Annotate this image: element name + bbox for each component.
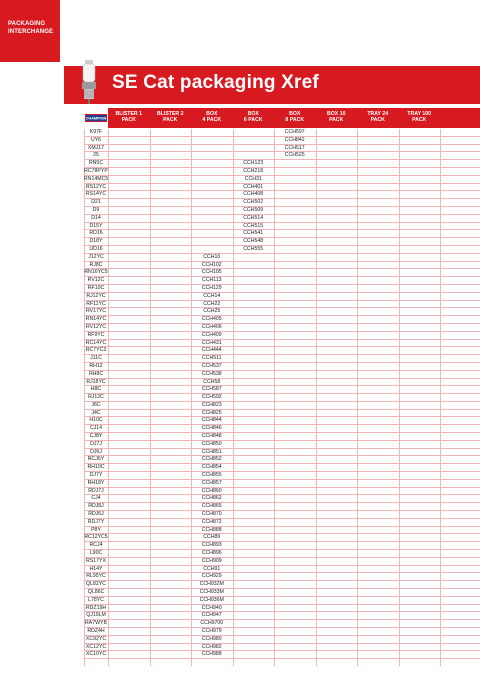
table-row — [84, 589, 480, 597]
table-row — [84, 402, 480, 410]
table-row — [84, 644, 480, 652]
table-row — [84, 191, 480, 199]
part-number: L78YC — [88, 596, 104, 603]
table-row — [84, 207, 480, 215]
table-row — [84, 456, 480, 464]
column-header-line2: PACK — [163, 117, 178, 123]
part-number: RJ18YC — [86, 378, 106, 385]
package-code: CCH988 — [201, 651, 222, 658]
column-header-line2: 6 PACK — [243, 117, 263, 123]
package-code: CCH514 — [243, 214, 264, 221]
package-code: CCH409 — [201, 331, 222, 338]
table-row — [84, 449, 480, 457]
package-code: CCH860 — [201, 487, 222, 494]
part-number: RDJ8J — [88, 503, 104, 510]
package-code: CCH844 — [201, 417, 222, 424]
package-code: CCH10 — [203, 253, 221, 260]
package-code: CCH58 — [203, 378, 221, 385]
part-number: RS14YC — [85, 191, 107, 198]
part-number: J12YC — [88, 253, 104, 260]
column-header — [357, 111, 399, 123]
table-row — [84, 316, 480, 324]
table-header — [108, 108, 480, 128]
column-header — [399, 111, 441, 123]
table-row — [84, 620, 480, 628]
table-row — [84, 215, 480, 223]
table-row — [84, 581, 480, 589]
part-number: J4C — [91, 409, 101, 416]
table-row — [84, 410, 480, 418]
package-code: CCH980 — [201, 635, 222, 642]
table-row — [84, 355, 480, 363]
package-code: CCH113 — [201, 277, 222, 284]
package-code: CCH9700 — [200, 620, 224, 627]
section-tab — [0, 0, 60, 62]
package-code: CCH888 — [201, 526, 222, 533]
package-code: CCH405 — [201, 316, 222, 323]
table-row — [84, 347, 480, 355]
package-code: CCH857 — [201, 479, 222, 486]
package-code: CCH896 — [201, 550, 222, 557]
part-number: RC12YC5 — [84, 534, 108, 541]
package-code: CCH936M — [199, 596, 224, 603]
part-number: RH10C — [87, 464, 105, 471]
package-code: CCH865 — [201, 503, 222, 510]
table-row — [84, 651, 480, 659]
package-code: CCH851 — [201, 448, 222, 455]
table-row — [84, 612, 480, 620]
table-row — [84, 519, 480, 527]
table-row — [84, 152, 480, 160]
title-banner — [64, 66, 480, 104]
package-code: CCH848 — [201, 433, 222, 440]
part-number: XC12YC — [85, 643, 107, 650]
part-number: CJ4 — [91, 495, 101, 502]
package-code: CCH406 — [201, 323, 222, 330]
package-code: CCH862 — [201, 495, 222, 502]
part-number: RA7WYB — [85, 620, 107, 627]
table-row — [84, 550, 480, 558]
table-row — [84, 160, 480, 168]
column-header-line1: BOX 10 — [327, 111, 346, 117]
part-number: RC14YC — [85, 339, 107, 346]
part-number: XC10YC — [85, 651, 107, 658]
part-number: RS12YC — [85, 183, 107, 190]
part-number: RH12 — [89, 362, 103, 369]
package-code: CCH408 — [243, 191, 264, 198]
package-code: CCH870 — [201, 511, 222, 518]
table-row — [84, 488, 480, 496]
part-number: RC7YC3 — [85, 347, 107, 354]
part-number: RN16YC5 — [84, 269, 108, 276]
part-number: RL95YC — [86, 573, 106, 580]
package-code: CCH855 — [201, 472, 222, 479]
package-code: CCH105 — [201, 269, 222, 276]
table-row — [84, 129, 480, 137]
part-number: D14 — [91, 214, 101, 221]
column-header-line1: BOX — [289, 111, 301, 117]
champion-logo — [85, 114, 107, 122]
spark-plug-icon — [74, 60, 104, 110]
package-code: CCH502 — [243, 199, 264, 206]
column-header-line1: TRAY 24 — [367, 111, 389, 117]
column-header-line2: PACK — [370, 117, 385, 123]
column-header-line1: BOX — [247, 111, 259, 117]
part-number: RV17YC — [85, 308, 107, 315]
table-row — [84, 464, 480, 472]
package-code: CCH509 — [243, 206, 264, 213]
column-header-line1: BOX — [206, 111, 218, 117]
package-code: CCH842 — [284, 136, 305, 143]
part-number: RDZ4H — [87, 628, 105, 634]
svg-text:CHAMPION: CHAMPION — [85, 116, 107, 121]
part-number: XC92YC — [85, 635, 107, 642]
column-header — [274, 111, 316, 123]
package-code: CCH22 — [203, 300, 221, 307]
package-code: CCH587 — [201, 386, 222, 393]
table-row — [84, 425, 480, 433]
table-row — [84, 472, 480, 480]
part-number: RCJ6Y — [87, 456, 105, 463]
package-code: CCH91 — [203, 565, 221, 572]
table-row — [84, 277, 480, 285]
package-code: CCH850 — [201, 440, 222, 447]
table-row — [84, 433, 480, 441]
part-number: H10C — [89, 417, 103, 424]
table-row — [84, 527, 480, 535]
part-number: RDZ19H — [85, 604, 107, 611]
package-code: CCH979 — [201, 628, 222, 634]
package-code: CCH538 — [201, 370, 222, 377]
package-code: CCH537 — [201, 362, 222, 369]
part-number: RDJ6J — [88, 511, 104, 518]
part-number: H8C — [90, 386, 102, 393]
part-number: RH18Y — [87, 479, 105, 486]
package-code: CCH933M — [199, 589, 224, 596]
part-number: RDJ7J — [88, 487, 104, 494]
brand-logo-cell — [84, 108, 108, 128]
part-number: 25 — [93, 152, 99, 159]
package-code: CCH89 — [203, 534, 221, 541]
table-row — [84, 269, 480, 277]
table-row — [84, 145, 480, 153]
section-tab-line1: PACKAGING — [8, 21, 46, 27]
table-row — [84, 542, 480, 550]
package-code: CCH854 — [201, 464, 222, 471]
table-row — [84, 371, 480, 379]
section-tab-line2: INTERCHANGE — [8, 29, 54, 35]
part-number: D9 — [92, 206, 100, 213]
part-number: RN5C — [88, 160, 104, 167]
table-row — [84, 254, 480, 262]
column-header-line2: 8 PACK — [285, 117, 305, 123]
table-row — [84, 324, 480, 332]
part-number: RV12C — [87, 277, 105, 284]
part-number: QJ19LM — [86, 612, 106, 619]
table-row — [84, 636, 480, 644]
part-number: D15Y — [89, 222, 103, 229]
column-header — [316, 111, 358, 123]
package-code: CCH25 — [203, 308, 221, 315]
column-header-line1: BLISTER 2 — [156, 111, 184, 117]
part-number: XMJ17 — [87, 144, 105, 151]
table-row — [84, 628, 480, 636]
package-code: CCH846 — [201, 425, 222, 432]
part-number: UD16 — [89, 245, 103, 252]
table-row — [84, 223, 480, 231]
table-row — [84, 137, 480, 145]
table-row — [84, 511, 480, 519]
xref-table-body — [84, 129, 480, 659]
package-code: CCH982 — [201, 643, 222, 650]
part-number: DJ7J — [90, 440, 102, 447]
table-row — [84, 246, 480, 254]
part-number: RJ12C — [88, 394, 104, 401]
package-code: CCH872 — [201, 518, 222, 525]
package-code: CCH515 — [243, 222, 264, 229]
package-code: CCH517 — [284, 144, 305, 151]
column-header-line1: BLISTER 1 — [115, 111, 143, 117]
table-row — [84, 379, 480, 387]
part-number: J11C — [90, 355, 102, 362]
package-code: CCH31 — [244, 175, 262, 182]
part-number: RF11YC — [86, 300, 106, 307]
table-row — [84, 480, 480, 488]
part-number: K97F — [89, 129, 103, 135]
part-number: J6C — [91, 401, 101, 408]
table-row — [84, 238, 480, 246]
part-number: QL86C — [87, 589, 105, 596]
table-row — [84, 394, 480, 402]
part-number: RN14YC — [85, 316, 107, 323]
column-header-line2: PACK — [121, 117, 136, 123]
table-row — [84, 301, 480, 309]
package-code: CCH909 — [201, 557, 222, 564]
table-row — [84, 417, 480, 425]
table-row — [84, 262, 480, 270]
table-row — [84, 534, 480, 542]
column-header — [108, 111, 150, 123]
part-number: CJ8Y — [89, 433, 103, 440]
table-row — [84, 332, 480, 340]
column-header — [150, 111, 192, 123]
package-code: CCH893 — [201, 542, 222, 549]
part-number: RJ8C — [89, 261, 103, 268]
part-number: RD16 — [89, 230, 103, 237]
part-number: L90C — [89, 550, 103, 557]
package-code: CCH555 — [243, 245, 264, 252]
package-code: CCH129 — [201, 284, 222, 291]
column-header — [191, 111, 233, 123]
table-row — [84, 495, 480, 503]
table-row — [84, 308, 480, 316]
table-row — [84, 503, 480, 511]
table-row — [84, 441, 480, 449]
package-code: CCH14 — [203, 292, 221, 299]
package-code: CCH929 — [201, 573, 222, 580]
table-row — [84, 558, 480, 566]
table-row — [84, 566, 480, 574]
part-number: DJ7Y — [89, 472, 103, 479]
package-code: CCH541 — [243, 230, 264, 237]
part-number: RS17YX — [86, 557, 106, 564]
part-number: RC78PYP — [84, 167, 108, 174]
part-number: RH8C — [88, 370, 104, 377]
package-code: CCH401 — [243, 183, 264, 190]
column-header-line1: TRAY 100 — [407, 111, 432, 117]
table-row — [84, 285, 480, 293]
package-code: CCH218 — [243, 167, 264, 174]
table-row — [84, 605, 480, 613]
package-code: CCH823 — [201, 401, 222, 408]
table-row — [84, 573, 480, 581]
package-code: CCH525 — [284, 152, 305, 159]
table-row — [84, 184, 480, 192]
package-code: CCH940 — [201, 604, 222, 611]
package-code: CCH592 — [201, 394, 222, 401]
table-row — [84, 293, 480, 301]
table-row — [84, 363, 480, 371]
package-code: CCH123 — [243, 160, 264, 167]
package-code: CCH932M — [199, 581, 224, 588]
package-code: CCH102 — [201, 261, 222, 268]
package-code: CCH825 — [201, 409, 222, 416]
part-number: D21 — [91, 199, 101, 206]
part-number: CJ14 — [89, 425, 103, 432]
table-row — [84, 168, 480, 176]
table-row — [84, 386, 480, 394]
column-header-line2: PACK — [329, 117, 344, 123]
part-number: RN14MC5 — [84, 175, 108, 182]
table-row — [84, 199, 480, 207]
package-code: CCH511 — [201, 355, 222, 362]
package-code: CCH597 — [284, 129, 305, 135]
part-number: DJ6J — [90, 448, 102, 455]
table-row — [84, 176, 480, 184]
package-code: CCH548 — [243, 238, 264, 245]
part-number: UY6 — [90, 136, 102, 143]
part-number: QL82YC — [86, 581, 106, 588]
table-row — [84, 597, 480, 605]
package-code: CCH431 — [201, 339, 222, 346]
package-code: CCH947 — [201, 612, 222, 619]
package-code: CCH852 — [201, 456, 222, 463]
part-number: RF10C — [87, 284, 105, 291]
part-number: RCJ4 — [89, 542, 103, 549]
part-number: P8Y — [91, 526, 101, 533]
part-number: RF9YC — [87, 331, 105, 338]
part-number: RJ12YC — [86, 292, 106, 299]
part-number: RV12YC — [85, 323, 107, 330]
column-header — [233, 111, 275, 123]
column-header-line2: 4 PACK — [202, 117, 222, 123]
column-header-line2: PACK — [412, 117, 427, 123]
part-number: D18Y — [89, 238, 103, 245]
page-title: SE Cat packaging Xref — [112, 72, 319, 93]
table-row — [84, 340, 480, 348]
part-number: RDJ7Y — [87, 518, 105, 525]
package-code: CCH444 — [201, 347, 222, 354]
table-row — [84, 230, 480, 238]
part-number: H14Y — [89, 565, 103, 572]
